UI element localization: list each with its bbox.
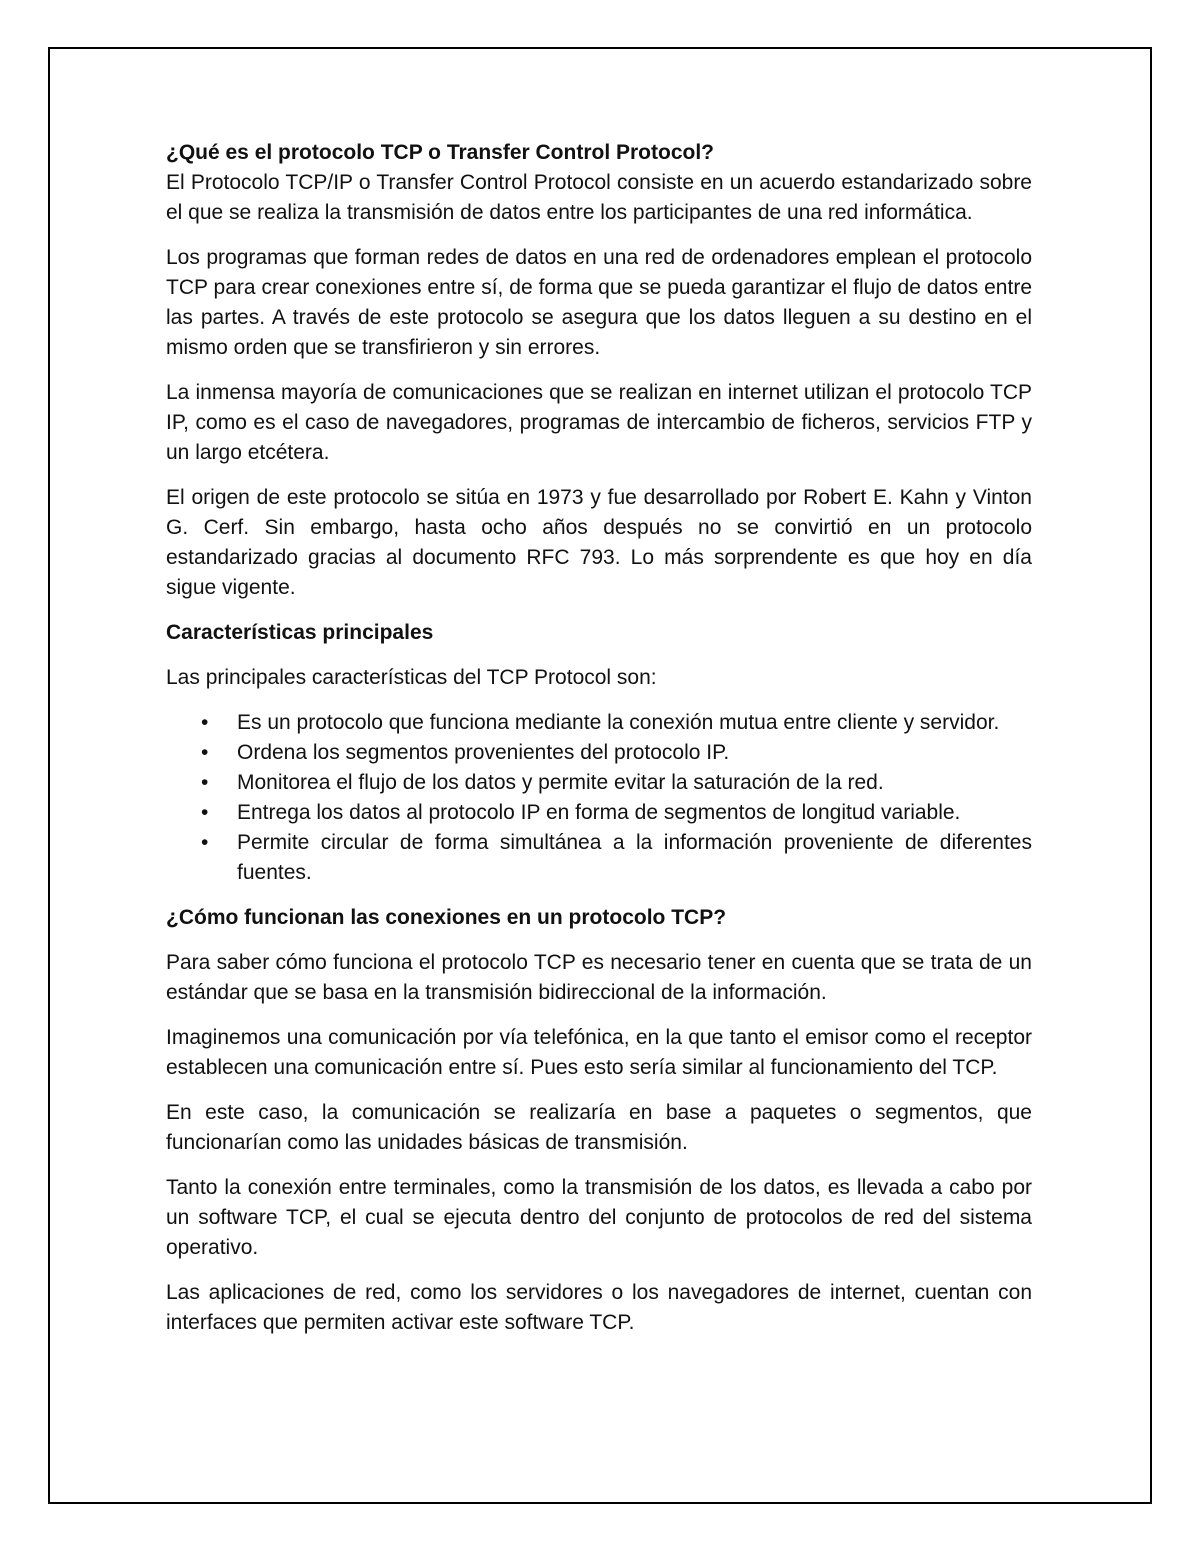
- list-item: [166, 738, 1032, 768]
- bullet-icon: •: [201, 771, 209, 794]
- features-list: [166, 708, 1032, 888]
- list-item-text: Ordena los segmentos provenientes del protocolo IP.: [237, 741, 730, 764]
- heading-how-connections-work: ¿Cómo funcionan las conexiones en un protocolo TCP?: [166, 906, 727, 929]
- list-item: [166, 828, 1032, 888]
- paragraph: El Protocolo TCP/IP o Transfer Control Protocol consiste en un acuerdo estandarizado sobre el que se realiza la transmisión de datos entre los participantes de una red informática.: [166, 171, 1032, 224]
- paragraph: Para saber cómo funciona el protocolo TCP es necesario tener en cuenta que se trata de un estándar que se basa en la transmisión bidireccional de la información.: [166, 951, 1032, 1004]
- bullet-icon: •: [201, 831, 209, 854]
- list-item-text: Monitorea el flujo de los datos y permite evitar la saturación de la red.: [237, 771, 884, 794]
- features-intro: Las principales características del TCP Protocol son:: [166, 666, 657, 689]
- paragraph: Imaginemos una comunicación por vía telefónica, en la que tanto el emisor como el receptor establecen una comunicación entre sí. Pues esto sería similar al funcionamiento del TCP.: [166, 1026, 1032, 1079]
- paragraph: Tanto la conexión entre terminales, como la transmisión de los datos, es llevada a cabo por un software TCP, el cual se ejecuta dentro del conjunto de protocolos de red del sistema operativo.: [166, 1176, 1032, 1259]
- document-body: [166, 138, 1032, 1338]
- list-item: [166, 708, 1032, 738]
- bullet-icon: •: [201, 711, 209, 734]
- list-item-text: Permite circular de forma simultánea a la información proveniente de diferentes fuentes.: [237, 831, 1032, 884]
- heading-what-is-tcp: ¿Qué es el protocolo TCP o Transfer Control Protocol?: [166, 141, 714, 164]
- bullet-icon: •: [201, 741, 209, 764]
- paragraph: En este caso, la comunicación se realizaría en base a paquetes o segmentos, que funcionarían como las unidades básicas de transmisión.: [166, 1101, 1032, 1154]
- paragraph: Los programas que forman redes de datos en una red de ordenadores emplean el protocolo TCP para crear conexiones entre sí, de forma que se pueda garantizar el flujo de datos entre las partes. A través de este protocolo se asegura que los datos lleguen a su destino en el mismo orden que se transfirieron y sin errores.: [166, 246, 1032, 359]
- list-item: [166, 768, 1032, 798]
- list-item-text: Es un protocolo que funciona mediante la conexión mutua entre cliente y servidor.: [237, 711, 1000, 734]
- bullet-icon: •: [201, 801, 209, 824]
- paragraph: El origen de este protocolo se sitúa en 1973 y fue desarrollado por Robert E. Kahn y Vinton G. Cerf. Sin embargo, hasta ocho años después no se convirtió en un protocolo estandarizado gracias al documento RFC 793. Lo más sorprendente es que hoy en día sigue vigente.: [166, 486, 1032, 599]
- list-item-text: Entrega los datos al protocolo IP en forma de segmentos de longitud variable.: [237, 801, 961, 824]
- paragraph: Las aplicaciones de red, como los servidores o los navegadores de internet, cuentan con interfaces que permiten activar este software TCP.: [166, 1281, 1032, 1334]
- paragraph: La inmensa mayoría de comunicaciones que se realizan en internet utilizan el protocolo TCP IP, como es el caso de navegadores, programas de intercambio de ficheros, servicios FTP y un largo etcétera.: [166, 381, 1032, 464]
- heading-main-features: Características principales: [166, 621, 434, 644]
- list-item: [166, 798, 1032, 828]
